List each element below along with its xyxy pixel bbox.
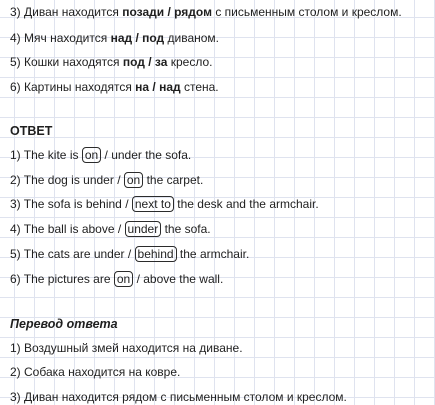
sentence-number: 5) (10, 55, 21, 69)
selected-answer-box: next to (132, 196, 174, 212)
sentence-text: The pictures are (23, 272, 111, 286)
sentence-text: стена. (183, 80, 219, 94)
choice-options: на / над (135, 80, 181, 94)
sentence-number: 1) (10, 148, 21, 162)
task-sentence-4 (10, 30, 219, 46)
sentence-text: / under the sofa. (104, 148, 192, 162)
translation-line-2: 2) Собака находится на ковре. (10, 365, 181, 379)
translation-line-3: 3) Диван находится рядом с письменным столом и креслом. (10, 390, 347, 404)
selected-answer-box: behind (135, 246, 177, 262)
answer-sentence-1 (10, 147, 191, 163)
sentence-text: / above the wall. (136, 272, 224, 286)
sentence-number: 3) (10, 197, 21, 211)
sentence-text: The cats are under / (23, 247, 132, 261)
answer-heading: ОТВЕТ (10, 124, 53, 138)
sentence-text: the sofa. (164, 222, 211, 236)
answer-sentence-6 (10, 271, 223, 287)
sentence-number: 6) (10, 80, 21, 94)
answer-sentence-4 (10, 221, 211, 237)
task-sentence-3 (10, 4, 402, 20)
sentence-text: The sofa is behind / (23, 197, 129, 211)
sentence-text: the desk and the armchair. (177, 197, 319, 211)
sentence-text: Диван находится (24, 5, 119, 19)
task-sentence-6 (10, 79, 219, 95)
task-sentence-5 (10, 54, 213, 70)
sentence-text: the armchair. (179, 247, 250, 261)
answer-sentence-2 (10, 172, 203, 188)
sentence-number: 2) (10, 173, 21, 187)
sentence-text: Мяч находится (24, 31, 108, 45)
selected-answer-box: on (114, 271, 133, 287)
translation-line-1: 1) Воздушный змей находится на диване. (10, 341, 243, 355)
sentence-number: 3) (10, 5, 21, 19)
answer-sentence-5 (10, 246, 249, 262)
sentence-text: кресло. (170, 55, 213, 69)
sentence-text: The kite is (23, 148, 79, 162)
translation-heading: Перевод ответа (10, 317, 118, 331)
sentence-number: 5) (10, 247, 21, 261)
sentence-text: The ball is above / (23, 222, 122, 236)
choice-options: под / за (122, 55, 168, 69)
choice-options: позади / рядом (122, 5, 212, 19)
sentence-number: 4) (10, 31, 21, 45)
answer-sentence-3 (10, 196, 319, 212)
selected-answer-box: under (125, 221, 162, 237)
sentence-text: диваном. (167, 31, 220, 45)
sentence-text: Кошки находятся (24, 55, 120, 69)
sentence-text: Картины находятся (24, 80, 132, 94)
sentence-number: 4) (10, 222, 21, 236)
sentence-text: the carpet. (146, 173, 204, 187)
selected-answer-box: on (124, 172, 143, 188)
selected-answer-box: on (82, 147, 101, 163)
sentence-number: 6) (10, 272, 21, 286)
sentence-text: с письменным столом и креслом. (215, 5, 402, 19)
sentence-text: The dog is under / (23, 173, 121, 187)
choice-options: над / под (110, 31, 165, 45)
